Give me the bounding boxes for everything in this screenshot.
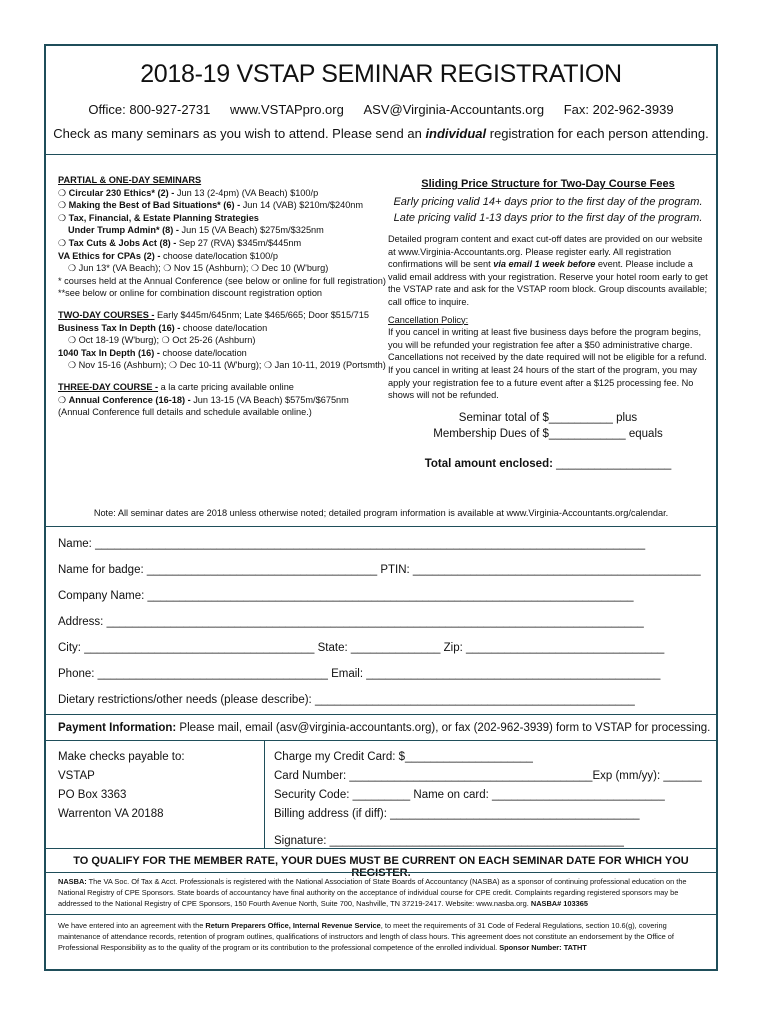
registration-form	[44, 44, 718, 971]
seminar-va-ethics: VA Ethics for CPAs (2) - choose date/location $100/p	[58, 250, 278, 261]
checkbox-icon: ❍	[68, 263, 77, 274]
signature-field[interactable]: Signature: ______________________________________________	[274, 835, 624, 847]
office-phone: Office: 800-927-2731	[88, 102, 211, 117]
checkbox-icon: ❍	[58, 212, 67, 223]
seminar-total[interactable]: Seminar total of $__________ plus	[458, 411, 638, 424]
seminar-circular230[interactable]: ❍ Circular 230 Ethics* (2) - Jun 13 (2-4pm) (VA Beach) $100/p	[58, 187, 319, 198]
seminar-annual-conference[interactable]: ❍ Annual Conference (16-18) - Jun 13-15 (VA Beach) $575m/$675nm	[58, 394, 349, 405]
checkbox-icon: ❍	[161, 335, 170, 346]
seminar-1040-tax: 1040 Tax In Depth (16) - choose date/location	[58, 347, 247, 358]
checkbox-icon: ❍	[58, 394, 67, 405]
billing-address-field[interactable]: Billing address (if diff): _______________________________________	[274, 808, 640, 820]
checkbox-icon: ❍	[68, 360, 77, 371]
checkbox-icon: ❍	[169, 360, 178, 371]
sliding-price-title: Sliding Price Structure for Two-Day Course Fees	[421, 178, 675, 190]
early-pricing: Early pricing valid 14+ days prior to the first day of the program.	[393, 196, 703, 208]
cancellation-text: If you cancel in writing at least five business days before the program begins, you will be refunded your registration fee after a $50 administrative charge. Cancellations not received by the date required will not be eligible for a refund. If you cancel in writing at least 24 hours of the start of the program, you may apply your registration fee to a future event after a $125 processing fee. No shows will not be refunded.	[388, 327, 707, 401]
seminar-tax-strategies[interactable]: ❍ Tax, Financial, & Estate Planning Strategies	[58, 212, 259, 223]
company-field[interactable]: Company Name: ____________________________________________________________________________	[58, 590, 634, 602]
cancellation-heading: Cancellation Policy:	[388, 314, 469, 325]
column-divider	[264, 740, 265, 848]
tax1040-dates[interactable]: ❍ Nov 15-16 (Ashburn); ❍ Dec 10-11 (W'burg); ❍ Jan 10-11, 2019 (Portsmth)	[68, 360, 386, 371]
nasba-statement: NASBA: The VA Soc. Of Tax & Acct. Professionals is registered with the National Association of State Boards of Accountancy (NASBA) as a sponsor of continuing professional education on the National Registry of CPE Sponsors. State boards of accountancy have final authority on the acceptance of individual course for CPE credit. Complaints regarding registered sponsors may be addressed to the National Registry of CPE Sponsors, 150 Fourth Avenue North, Suite 700, Nashville, TN 37219-2417. Website: www.nasba.org. NASBA# 103365	[58, 877, 687, 908]
divider	[46, 848, 716, 849]
member-rate-notice: TO QUALIFY FOR THE MEMBER RATE, YOUR DUES MUST BE CURRENT ON EACH SEMINAR DATE FOR WHICH YOU REGISTER.	[73, 855, 689, 879]
partial-heading: PARTIAL & ONE-DAY SEMINARS	[58, 175, 202, 185]
late-pricing: Late pricing valid 1-13 days prior to the first day of the program.	[393, 212, 703, 224]
contact-email[interactable]: ASV@Virginia-Accountants.org	[363, 102, 545, 117]
checkbox-icon: ❍	[58, 187, 67, 198]
threeday-heading-line: THREE-DAY COURSE - a la carte pricing available online	[58, 381, 294, 392]
seminar-bad-situations[interactable]: ❍ Making the Best of Bad Situations* (6) - Jun 14 (VAB) $210m/$240nm	[58, 200, 364, 211]
zip-field[interactable]: Zip:	[443, 642, 463, 654]
email-field[interactable]: Email:	[331, 668, 364, 680]
checkbox-icon: ❍	[58, 200, 67, 211]
card-number-field[interactable]: Card Number: ______________________________________Exp (mm/yy): ______	[274, 770, 702, 782]
pricing-info	[388, 174, 708, 472]
va-ethics-dates[interactable]: ❍ Jun 13* (VA Beach); ❍ Nov 15 (Ashburn); ❍ Dec 10 (W'burg)	[68, 263, 329, 274]
exp-field[interactable]: Exp (mm/yy):	[592, 770, 661, 782]
twoday-heading-line: TWO-DAY COURSES - Early $445m/645nm; Late $465/665; Door $515/715	[58, 309, 370, 320]
fax-number: Fax: 202-962-3939	[563, 102, 674, 117]
footnote-1: * courses held at the Annual Conference (see below or online for full registration)	[58, 275, 386, 286]
totals-block	[388, 410, 708, 472]
divider	[46, 914, 716, 915]
charge-amount-field[interactable]: Charge my Credit Card: $____________________	[274, 751, 533, 763]
divider	[46, 872, 716, 873]
badge-field[interactable]: Name for badge: ____________________________________ PTIN: _____________________________________________	[58, 564, 701, 576]
total-enclosed[interactable]: Total amount enclosed: __________________	[424, 457, 672, 470]
instructions: Check as many seminars as you wish to attend. Please send an individual registration for each person attending.	[53, 126, 709, 141]
ptin-field[interactable]: PTIN:	[380, 564, 410, 576]
irs-statement: We have entered into an agreement with the Return Preparers Office, Internal Revenue Service, to meet the requirements of 31 Code of Federal Regulations, section 10.6(g), covering maintenance of attendance records, retention of program outlines, qualifications of instructors and length of class hours. This agreement does not constitute an endorsement by the Office of Professional Responsibility as to the quality of the program or its contribution to the professional competence of the enrolled individual. Sponsor Number: TATHT	[58, 921, 674, 952]
membership-dues[interactable]: Membership Dues of $____________ equals	[433, 427, 663, 440]
seminar-trump-admin: Under Trump Admin* (8) - Jun 15 (VA Beach) $275m/$325nm	[68, 225, 324, 236]
checkbox-icon: ❍	[68, 335, 77, 346]
dates-note: Note: All seminar dates are 2018 unless otherwise noted; detailed program information is available at www.Virginia-Accountants.org/calendar.	[93, 508, 669, 518]
checkbox-icon: ❍	[163, 263, 172, 274]
footnote-2: **see below or online for combination discount registration option	[58, 288, 323, 299]
payment-info: Payment Information: Please mail, email (asv@virginia-accountants.org), or fax (202-962-3939) form to VSTAP for processing.	[58, 722, 711, 734]
address-field[interactable]: Address: ____________________________________________________________________________________	[58, 616, 644, 628]
dietary-field[interactable]: Dietary restrictions/other needs (please describe): __________________________________________________	[58, 694, 635, 706]
phone-field[interactable]: Phone: ____________________________________ Email: ______________________________________________	[58, 668, 661, 680]
divider	[46, 714, 716, 715]
seminar-list	[58, 174, 398, 419]
divider	[46, 526, 716, 527]
security-code-field[interactable]: Security Code: _________ Name on card: ___________________________	[274, 789, 665, 801]
page-title: 2018-19 VSTAP SEMINAR REGISTRATION	[140, 60, 622, 88]
conference-note: (Annual Conference full details and schedule available online.)	[58, 407, 312, 418]
seminar-business-tax: Business Tax In Depth (16) - choose date/location	[58, 322, 268, 333]
city-field[interactable]: City: ____________________________________ State: ______________ Zip: _______________________________	[58, 642, 665, 654]
checkbox-icon: ❍	[251, 263, 260, 274]
divider	[46, 154, 716, 155]
seminar-tax-cuts[interactable]: ❍ Tax Cuts & Jobs Act (8) - Sep 27 (RVA) $345m/$445nm	[58, 237, 302, 248]
credit-card-section	[274, 748, 702, 851]
website-link[interactable]: www.VSTAPpro.org	[229, 102, 344, 117]
program-details: Detailed program content and exact cut-off dates are provided on our website at www.Virginia-Accountants.org. Please register early. All registration confirmations will be sent via email 1 week before event. Please include a valid email address with your registration. Reserve your hotel room early to get the VSTAP rate and ask for the VSTAP room block. Group discounts available; call office to inquire.	[388, 234, 708, 307]
check-payable: Make checks payable to: VSTAP PO Box 3363 Warrenton VA 20188	[58, 751, 185, 820]
business-tax-dates[interactable]: ❍ Oct 18-19 (W'burg); ❍ Oct 25-26 (Ashburn)	[68, 335, 256, 346]
divider	[46, 740, 716, 741]
contact-line	[46, 102, 716, 117]
state-field[interactable]: State:	[317, 642, 348, 654]
name-on-card-field[interactable]: Name on card:	[413, 789, 489, 801]
checkbox-icon: ❍	[58, 237, 67, 248]
name-field[interactable]: Name: ______________________________________________________________________________________	[58, 538, 646, 550]
checkbox-icon: ❍	[264, 360, 273, 371]
